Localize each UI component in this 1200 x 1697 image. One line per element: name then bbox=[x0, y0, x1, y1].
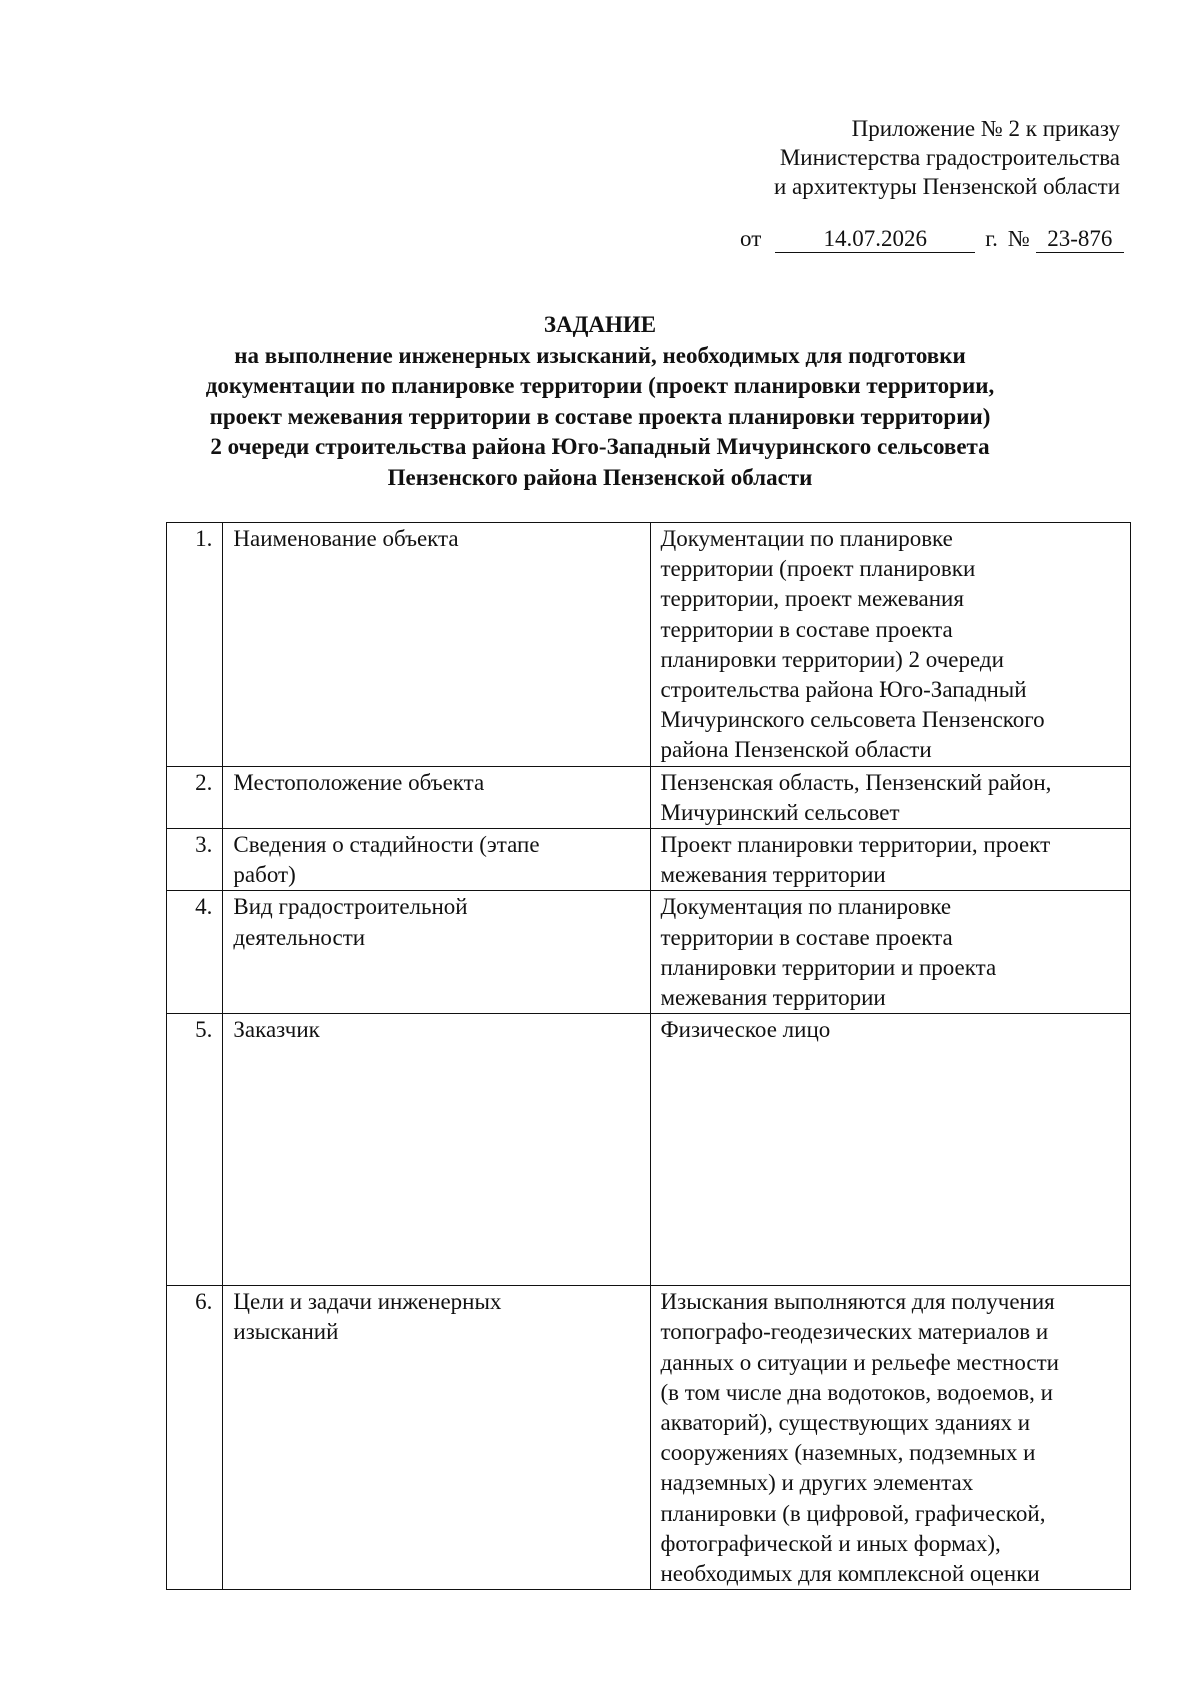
title-line-2: документации по планировке территории (проект планировки территории, bbox=[205, 373, 995, 398]
value-line: межевания территории bbox=[660, 862, 886, 888]
value-line: надземных) и других элементах bbox=[660, 1470, 974, 1496]
order-date: 14.07.2026 bbox=[775, 226, 975, 253]
value-line: (в том числе дна водотоков, водоемов, и bbox=[660, 1379, 1053, 1405]
value-line: строительства района Юго-Западный bbox=[660, 677, 1027, 703]
row-value bbox=[650, 1286, 1131, 1590]
row-label bbox=[223, 891, 650, 1014]
row-label: Наименование объекта bbox=[223, 523, 650, 767]
row-value bbox=[650, 1014, 1131, 1286]
value-line: Проект планировки территории, проект bbox=[660, 832, 1051, 858]
annex-header bbox=[700, 114, 1120, 201]
label-line: Сведения о стадийности (этапе bbox=[233, 832, 540, 858]
value-line: территории в составе проекта bbox=[660, 924, 953, 950]
row-label: Местоположение объекта bbox=[223, 766, 650, 828]
table-row bbox=[167, 891, 1131, 1014]
row-value bbox=[650, 523, 1131, 767]
number-label: № bbox=[1007, 226, 1030, 251]
title-line-4: 2 очереди строительства района Юго-Западный Мичуринского сельсовета bbox=[210, 434, 990, 459]
value-line: межевания территории bbox=[660, 985, 886, 1011]
value-line: планировки (в цифровой, графической, bbox=[660, 1500, 1046, 1526]
value-line: Мичуринского сельсовета Пензенского bbox=[660, 707, 1045, 733]
annex-line-3: и архитектуры Пензенской области bbox=[773, 174, 1120, 199]
document-title bbox=[140, 310, 1060, 493]
annex-line-2: Министерства градостроительства bbox=[779, 145, 1120, 170]
table-row bbox=[167, 1014, 1131, 1286]
row-number: 3. bbox=[167, 829, 223, 891]
year-label: г. bbox=[985, 226, 998, 251]
value-line: планировки территории и проекта bbox=[660, 954, 997, 980]
row-number: 2. bbox=[167, 766, 223, 828]
row-number: 6. bbox=[167, 1286, 223, 1590]
row-number: 1. bbox=[167, 523, 223, 767]
value-line: необходимых для комплексной оценки bbox=[660, 1561, 1040, 1587]
value-line: территории в составе проекта bbox=[660, 616, 953, 642]
value-line: фотографической и иных формах), bbox=[660, 1530, 1001, 1556]
value-line: территории, проект межевания bbox=[660, 586, 964, 612]
row-label bbox=[223, 829, 650, 891]
value-line: акваторий), существующих зданиях и bbox=[660, 1410, 1031, 1436]
label-line: Вид градостроительной bbox=[233, 894, 468, 920]
title-heading: ЗАДАНИЕ bbox=[543, 312, 657, 337]
from-label: от bbox=[740, 226, 762, 251]
task-table bbox=[166, 522, 1131, 1590]
table-row bbox=[167, 829, 1131, 891]
row-value bbox=[650, 766, 1131, 828]
value-line: планировки территории) 2 очереди bbox=[660, 646, 1004, 672]
label-line: изысканий bbox=[233, 1319, 339, 1345]
value-line: данных о ситуации и рельефе местности bbox=[660, 1349, 1059, 1375]
value-line: территории (проект планировки bbox=[660, 556, 976, 582]
title-line-3: проект межевания территории в составе проекта планировки территории) bbox=[209, 403, 991, 429]
value-line: Изыскания выполняются для получения bbox=[660, 1289, 1055, 1315]
order-number: 23-876 bbox=[1036, 226, 1124, 253]
label-line: Цели и задачи инженерных bbox=[233, 1289, 502, 1315]
value-line: Пензенская область, Пензенский район, bbox=[660, 769, 1052, 795]
row-number: 5. bbox=[167, 1014, 223, 1286]
label-line: деятельности bbox=[233, 924, 366, 950]
row-number: 4. bbox=[167, 891, 223, 1014]
label-line: работ) bbox=[233, 862, 296, 888]
value-line: Документации по планировке bbox=[660, 526, 953, 551]
value-line: сооружениях (наземных, подземных и bbox=[660, 1440, 1036, 1466]
row-label bbox=[223, 1286, 650, 1590]
table-row bbox=[167, 766, 1131, 828]
value-line: топографо-геодезических материалов и bbox=[660, 1319, 1049, 1345]
value-line: района Пензенской области bbox=[660, 737, 932, 763]
value-line: Физическое лицо bbox=[660, 1017, 831, 1043]
row-value bbox=[650, 891, 1131, 1014]
table-row bbox=[167, 1286, 1131, 1590]
row-value bbox=[650, 829, 1131, 891]
value-line: Документация по планировке bbox=[660, 894, 952, 920]
value-line: Мичуринский сельсовет bbox=[660, 799, 900, 825]
title-line-1: на выполнение инженерных изысканий, необходимых для подготовки bbox=[234, 342, 966, 368]
order-date-line bbox=[740, 224, 1124, 254]
annex-line-1: Приложение № 2 к приказу bbox=[851, 116, 1120, 141]
table-row bbox=[167, 523, 1131, 767]
title-line-5: Пензенского района Пензенской области bbox=[387, 464, 813, 490]
row-label: Заказчик bbox=[223, 1014, 650, 1286]
